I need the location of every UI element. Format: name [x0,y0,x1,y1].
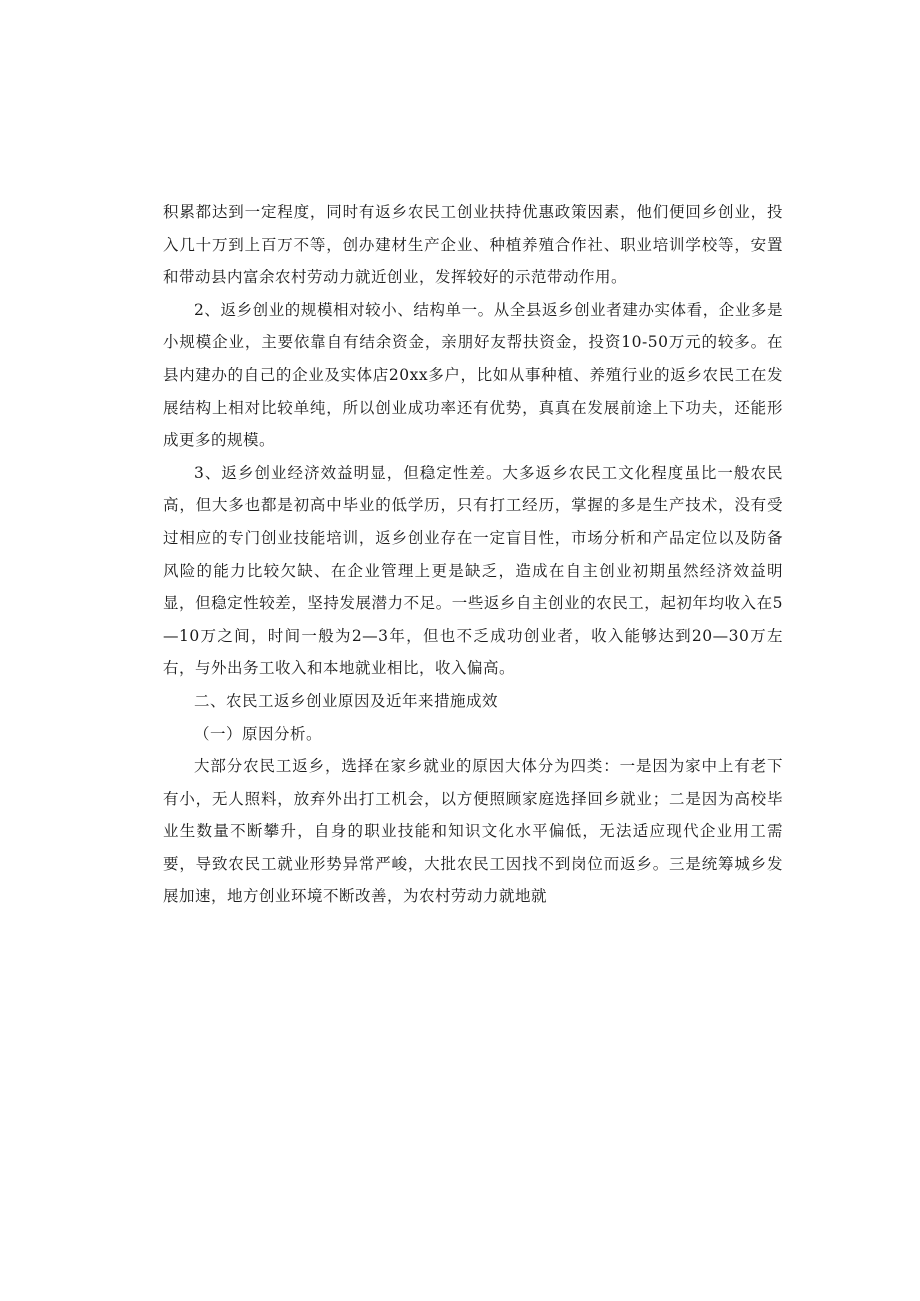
paragraph-reasons: 大部分农民工返乡，选择在家乡就业的原因大体分为四类：一是因为家中上有老下有小，无人照料，放弃外出打工机会，以方便照顾家庭选择回乡就业；二是因为高校毕业生数量不断攀升，自身的职业技能和知识文化水平偏低，无法适应现代企业用工需要，导致农民工就业形势异常严峻，大批农民工因找不到岗位而返乡。三是统筹城乡发展加速，地方创业环境不断改善，为农村劳动力就地就 [163,757,783,906]
subsection-heading: （一）原因分析。 [194,724,323,743]
paragraph-item-3: 3、返乡创业经济效益明显，但稳定性差。大多返乡农民工文化程度虽比一般农民高，但大多也都是初高中毕业的低学历，只有打工经历，掌握的多是生产技术，没有受过相应的专门创业技能培训，返乡创业存在一定盲目性，市场分析和产品定位以及防备风险的能力比较欠缺、在企业管理上更是缺乏，造成在自主创业初期虽然经济效益明显，但稳定性较差，坚持发展潜力不足。一些返乡自主创业的农民工，起初年均收入在5—10万之间，时间一般为2—3年，但也不乏成功创业者，收入能够达到20—30万左右，与外出务工收入和本地就业相比，收入偏高。 [163,463,783,678]
section-heading: 二、农民工返乡创业原因及近年来措施成效 [194,691,499,710]
paragraph-item-2: 2、返乡创业的规模相对较小、结构单一。从全县返乡创业者建办实体看，企业多是小规模企业，主要依靠自有结余资金，亲朋好友帮扶资金，投资10-50万元的较多。在县内建办的自己的企业及实体店20xx多户，比如从事种植、养殖行业的返乡农民工在发展结构上相对比较单纯，所以创业成功率还有优势，真真在发展前途上下功夫，还能形成更多的规模。 [163,300,783,450]
paragraph-continuation: 积累都达到一定程度，同时有返乡农民工创业扶持优惠政策因素，他们便回乡创业，投入几十万到上百万不等，创办建材生产企业、种植养殖合作社、职业培训学校等，安置和带动县内富余农村劳动力就近创业，发挥较好的示范带动作用。 [163,203,783,287]
document-body [163,196,783,913]
